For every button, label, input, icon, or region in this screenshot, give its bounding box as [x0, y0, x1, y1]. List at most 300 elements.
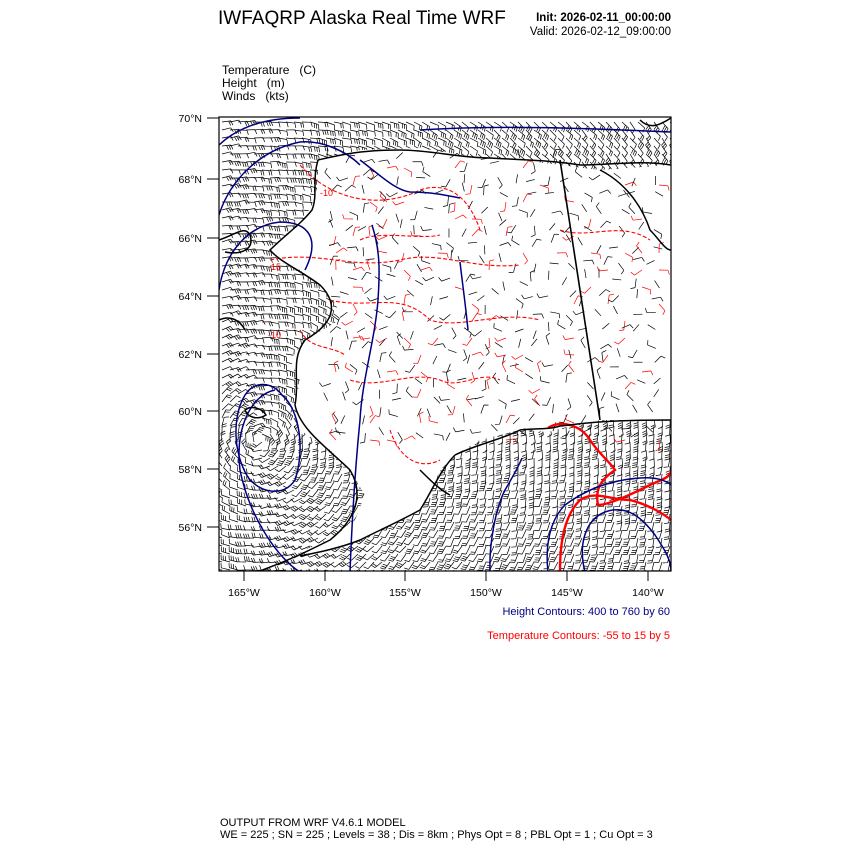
wind-barb: [528, 530, 535, 539]
wind-barb: [215, 496, 222, 506]
wind-barb: [333, 490, 342, 498]
wind-barb: [318, 474, 326, 482]
wind-barb: [462, 514, 470, 522]
wind-barb: [448, 482, 454, 492]
wind-barb: [304, 442, 310, 452]
lat-label: 66°N: [178, 233, 202, 245]
wind-barb: [453, 538, 462, 546]
wind-barb: [470, 122, 478, 131]
wind-barb: [534, 146, 540, 157]
wind-barb: [493, 546, 502, 554]
wind-barb: [655, 562, 662, 571]
wind-barb: [518, 530, 527, 538]
lat-label: 62°N: [178, 349, 202, 361]
wind-barb: [567, 562, 574, 571]
wind-barb: [502, 546, 510, 555]
wind-barb: [326, 138, 336, 144]
wind-barb: [462, 506, 470, 514]
wind-barb: [341, 498, 351, 506]
wind-barb: [222, 490, 231, 498]
wind-barb: [438, 530, 446, 538]
wind-barb: [413, 530, 422, 538]
wind-barb: [221, 515, 230, 522]
wind-barb: [390, 122, 399, 129]
wind-barb: [495, 562, 503, 571]
wind-barb: [630, 530, 638, 539]
wind-barb: [478, 138, 486, 148]
lat-label: 56°N: [178, 522, 202, 534]
wind-barb: [388, 562, 398, 570]
wind-barb: [405, 522, 415, 530]
wind-barb: [342, 490, 350, 498]
wind-barb: [429, 530, 438, 538]
wind-barb: [479, 522, 486, 531]
wind-barb: [254, 170, 264, 176]
wind-barb: [470, 530, 479, 538]
wind-barb: [302, 466, 310, 474]
wind-barb: [437, 546, 446, 554]
wind-barb: [485, 538, 494, 546]
wind-barb: [469, 562, 478, 570]
wind-barb: [566, 554, 574, 562]
wind-barb: [215, 504, 222, 514]
wind-barb: [511, 514, 518, 523]
wind-barb: [608, 554, 614, 563]
wind-barb: [621, 429, 630, 430]
field-unit: (C): [299, 63, 317, 77]
wind-barb: [590, 562, 598, 570]
wind-barb: [238, 337, 249, 342]
wind-barb: [624, 530, 631, 539]
wind-barb: [301, 482, 310, 490]
wind-barb: [221, 563, 230, 570]
wind-barb: [307, 561, 318, 566]
wind-barb: [302, 202, 312, 207]
wind-barb: [535, 514, 542, 523]
wind-barb: [262, 202, 272, 207]
wind-barb: [560, 482, 566, 492]
wind-barb: [275, 481, 286, 486]
wind-barb: [430, 138, 438, 147]
wind-barb: [542, 546, 550, 554]
wind-barb: [332, 522, 342, 529]
wind-barb: [614, 546, 622, 555]
wind-barb: [286, 394, 294, 403]
wind-barb: [371, 562, 382, 568]
wind-barb: [318, 306, 326, 314]
contour-label: -10: [320, 188, 334, 198]
wind-barb: [246, 419, 256, 426]
wind-barb: [222, 395, 232, 402]
wind-barb: [222, 505, 230, 514]
wind-barb: [284, 466, 294, 473]
wind-barb: [238, 374, 249, 378]
wind-barb: [318, 314, 326, 323]
wind-barb: [428, 554, 438, 561]
wind-barb: [397, 530, 407, 538]
lon-label: 145°W: [551, 587, 583, 599]
lon-label: 140°W: [632, 587, 664, 599]
wind-barb: [647, 514, 654, 523]
wind-barb: [398, 130, 406, 139]
wind-barb: [238, 398, 249, 403]
wind-barb: [275, 503, 286, 508]
wind-barb: [262, 402, 273, 407]
wind-barb: [382, 138, 390, 147]
wind-barb: [374, 122, 383, 129]
wind-barb: [263, 442, 270, 451]
wind-barb: [222, 279, 233, 283]
wind-barb: [222, 358, 233, 362]
wind-barb: [355, 569, 366, 574]
wind-barb: [229, 515, 238, 522]
wind-barb: [479, 514, 486, 523]
lat-label: 58°N: [178, 464, 202, 476]
wind-barb: [669, 138, 674, 149]
wind-barb: [607, 530, 615, 539]
wind-barb: [549, 562, 558, 570]
wind-barb: [552, 498, 558, 508]
contour-label: -10: [268, 330, 282, 340]
wind-barb: [501, 554, 510, 562]
wind-barb: [582, 122, 589, 132]
wind-barb: [221, 539, 230, 546]
wind-barb: [542, 154, 549, 164]
wind-barb: [252, 461, 263, 466]
wind-barb: [518, 138, 525, 148]
wind-barb: [275, 520, 286, 525]
wind-barb: [213, 539, 222, 547]
wind-barb: [246, 186, 256, 191]
wind-barb: [438, 130, 446, 139]
wind-barb: [574, 562, 582, 570]
height-contour-legend: Height Contours: 400 to 760 by 60: [502, 606, 670, 618]
valid-time: Valid: 2026-02-12_09:00:00: [529, 26, 671, 38]
wind-barb: [478, 146, 486, 155]
wind-barb: [251, 502, 262, 506]
wind-barb: [267, 558, 278, 562]
wind-barb: [312, 442, 318, 452]
wind-barb: [462, 498, 470, 506]
wind-barb: [230, 289, 241, 294]
wind-barb: [254, 266, 265, 271]
wind-barb: [291, 498, 302, 502]
wind-barb: [221, 431, 226, 442]
wind-barb: [366, 122, 375, 130]
wind-barb: [566, 538, 574, 546]
lat-label: 64°N: [178, 291, 202, 303]
wind-barb: [310, 290, 319, 297]
wind-barb: [530, 458, 535, 469]
wind-barb: [488, 514, 494, 523]
wind-barb: [669, 154, 674, 165]
wind-barb: [504, 506, 510, 516]
wind-barb: [422, 130, 430, 139]
wind-barb: [583, 546, 590, 555]
wind-barb: [390, 138, 398, 147]
wind-barb: [310, 306, 318, 314]
wind-barb: [430, 522, 439, 530]
wind-barb: [654, 554, 662, 563]
wind-barb: [323, 522, 334, 527]
wind-barb: [326, 474, 334, 482]
wind-barb: [252, 431, 257, 442]
alaska-landmass: [270, 148, 671, 552]
wind-barb: [414, 130, 423, 138]
wind-barb: [421, 538, 430, 546]
wind-barb: [270, 426, 278, 435]
wind-barb: [291, 529, 302, 534]
wind-barb: [526, 138, 534, 148]
wind-barb: [270, 161, 281, 166]
wind-barb: [470, 546, 478, 554]
wind-barb: [222, 312, 233, 316]
wind-barb: [453, 554, 462, 562]
wind-barb: [543, 514, 550, 523]
wind-barb: [317, 490, 326, 498]
wind-barb: [647, 554, 654, 563]
wind-barb: [278, 418, 286, 428]
wind-barb: [520, 490, 526, 500]
field-name: Temperature: [222, 63, 290, 77]
wind-barb: [437, 538, 446, 546]
wind-barb: [615, 554, 622, 563]
wind-barb: [477, 554, 486, 562]
wind-barb: [229, 499, 238, 506]
wind-barb: [222, 296, 233, 300]
wind-barb: [342, 138, 352, 144]
wind-barb: [251, 456, 262, 460]
wind-barb: [421, 522, 430, 530]
wind-barb: [509, 562, 518, 570]
wind-barb: [404, 562, 414, 569]
wind-barb: [446, 514, 454, 522]
wind-barb: [546, 434, 551, 445]
wind-barb: [518, 546, 527, 554]
wind-barb: [277, 458, 287, 466]
wind-barb: [549, 546, 558, 554]
wind-barb: [614, 438, 625, 442]
wind-barb: [518, 554, 526, 563]
wind-barb: [254, 378, 264, 383]
wind-barb: [445, 554, 454, 562]
model-settings: WE = 225 ; SN = 225 ; Levels = 38 ; Dis = 8km ; Phys Opt = 8 ; PBL Opt = 1 ; Cu Opt = 3: [220, 829, 653, 841]
wind-barb: [461, 538, 470, 546]
lon-label: 150°W: [470, 587, 502, 599]
wind-barb: [324, 506, 334, 513]
wind-barb: [600, 522, 606, 532]
wind-barb: [214, 513, 222, 522]
wind-barb: [318, 122, 328, 127]
wind-barb: [525, 546, 534, 554]
wind-barb: [310, 474, 318, 482]
wind-barb: [222, 382, 233, 387]
wind-barb: [333, 498, 342, 506]
wind-barb: [480, 490, 486, 500]
field-unit: (kts): [265, 89, 289, 103]
map-plot-area: [212, 118, 676, 579]
wind-barb: [534, 538, 542, 546]
wind-barb: [271, 442, 278, 451]
wind-barb: [294, 314, 304, 320]
wind-barb: [472, 498, 478, 508]
wind-barb: [657, 522, 662, 532]
wind-barb: [550, 538, 558, 546]
wind-barb: [225, 455, 230, 466]
wind-barb: [294, 306, 303, 313]
wind-barb: [512, 498, 518, 508]
wind-barb: [286, 386, 295, 394]
wind-barb: [632, 554, 638, 564]
wind-barb: [477, 530, 486, 538]
wind-barb: [302, 306, 311, 313]
wind-barb: [566, 546, 574, 554]
wind-barb: [461, 546, 470, 554]
wind-barb: [549, 554, 558, 562]
wind-barb: [413, 522, 422, 530]
wind-barb: [238, 312, 249, 317]
wind-barb: [534, 138, 541, 148]
wind-barb: [526, 130, 532, 141]
wind-barb: [543, 562, 550, 571]
wind-barb: [445, 530, 454, 538]
wind-barb: [262, 434, 270, 442]
wind-barb: [517, 562, 526, 570]
wind-barb: [254, 423, 265, 427]
wind-barb: [470, 130, 477, 140]
wind-barb: [439, 514, 446, 523]
wind-barb: [230, 273, 241, 278]
wind-barb: [278, 322, 289, 327]
wind-barb: [438, 554, 446, 562]
wind-barb: [469, 522, 478, 530]
wind-barb: [525, 562, 534, 570]
wind-barb: [521, 474, 526, 485]
wind-barb: [438, 138, 446, 146]
wind-barb: [495, 538, 502, 547]
field-name: Winds: [222, 89, 256, 103]
wind-barb: [656, 538, 662, 548]
wind-barb: [222, 334, 233, 339]
wind-barb: [615, 562, 622, 571]
wind-barb: [447, 498, 454, 507]
wind-barb: [512, 522, 519, 531]
wind-barb: [286, 298, 296, 303]
wind-barb: [213, 547, 222, 554]
wind-barb: [584, 506, 590, 516]
wind-barb: [325, 482, 334, 490]
wind-barb: [238, 383, 249, 387]
wind-barb: [389, 530, 398, 538]
wind-barb: [350, 122, 360, 128]
wind-barb: [405, 554, 415, 562]
wind-barb: [413, 538, 422, 546]
wind-barb: [640, 490, 647, 499]
contour-label: -15: [268, 262, 282, 272]
wind-barb: [221, 547, 230, 554]
wind-barb: [317, 482, 326, 490]
wind-barb: [284, 458, 294, 465]
wind-barb: [454, 138, 462, 148]
wind-barb: [398, 138, 406, 146]
wind-barb: [405, 546, 414, 554]
wind-barb: [302, 282, 312, 288]
wind-barb: [334, 122, 343, 129]
wind-barb: [230, 396, 241, 402]
wind-barb: [214, 530, 222, 538]
wind-barb: [525, 554, 534, 562]
wind-barb: [518, 149, 520, 158]
wind-barb: [318, 298, 326, 307]
wind-barb: [593, 506, 599, 516]
wind-barb: [259, 472, 271, 477]
wind-barb: [222, 304, 233, 309]
lon-label: 155°W: [389, 587, 421, 599]
wind-barb: [470, 146, 478, 156]
wind-barb: [259, 465, 270, 469]
wind-barb: [478, 122, 486, 132]
wind-barb: [445, 522, 454, 530]
lat-label: 70°N: [178, 113, 202, 125]
wind-barb: [463, 522, 470, 531]
wind-barb: [462, 138, 469, 148]
wind-barb: [430, 506, 438, 514]
wind-barb: [534, 554, 542, 562]
wind-barb: [606, 546, 615, 554]
wind-barb: [294, 186, 304, 191]
wind-barb: [230, 329, 241, 334]
wind-barb: [213, 555, 222, 562]
wind-barb: [294, 322, 304, 328]
wind-barb: [246, 249, 257, 254]
wind-barb: [325, 498, 334, 506]
wind-barb: [422, 138, 430, 147]
wind-barb: [259, 550, 270, 555]
field-unit: (m): [266, 76, 285, 90]
lat-label: 60°N: [178, 406, 202, 418]
wind-barb: [244, 541, 254, 546]
wind-barb: [607, 538, 615, 547]
wind-barb: [262, 282, 272, 287]
wind-barb: [430, 514, 438, 523]
wind-barb: [262, 210, 272, 216]
wind-barb: [222, 374, 233, 378]
temperature-contour-legend: Temperature Contours: -55 to 15 by 5: [487, 630, 670, 642]
wind-barb: [222, 216, 233, 221]
wind-barb: [414, 225, 415, 234]
wind-barb: [511, 538, 518, 547]
wind-barb: [510, 146, 518, 155]
wind-barb: [246, 202, 256, 207]
wind-barb: [254, 353, 265, 358]
wind-barb: [381, 538, 390, 546]
wind-barb: [275, 566, 286, 571]
wind-barb: [533, 562, 542, 570]
wind-barb: [599, 554, 606, 563]
wind-barb: [534, 530, 542, 539]
wind-barb: [395, 562, 406, 568]
chart-title: IWFAQRP Alaska Real Time WRF: [218, 8, 506, 29]
wind-barb: [484, 245, 485, 254]
wind-barb: [222, 326, 233, 331]
wind-barb: [323, 553, 334, 558]
lat-label: 68°N: [178, 174, 202, 186]
wind-barb: [381, 546, 390, 554]
wind-barb: [268, 458, 278, 465]
wind-barb: [230, 465, 238, 474]
wind-barb: [631, 522, 638, 531]
wind-barb: [590, 130, 597, 140]
